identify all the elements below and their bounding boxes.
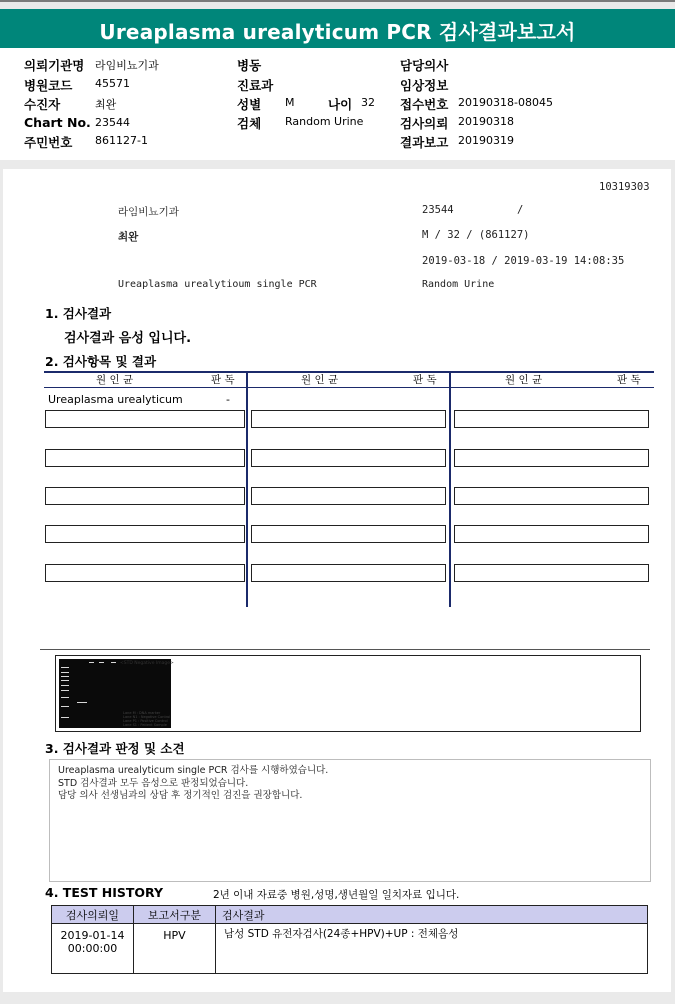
grid-col3-name-header: 원 인 균 <box>505 374 543 386</box>
value-resident-no: 861127-1 <box>95 134 148 147</box>
grid-col3-judge-header: 판 독 <box>617 374 641 386</box>
report-test-name: Ureaplasma urealytioum single PCR <box>118 279 317 290</box>
label-requesting-institution: 의뢰기관명 <box>24 58 85 73</box>
history-header-row <box>52 906 648 924</box>
grid-cell <box>45 525 245 543</box>
grid-cell <box>454 525 649 543</box>
value-hospital-code: 45571 <box>95 77 130 90</box>
grid-cell <box>45 410 245 428</box>
section-1-heading: 1. 검사결과 <box>45 306 112 321</box>
table-row <box>52 924 648 974</box>
report-sex-age: M / 32 / (861127) <box>422 229 530 241</box>
grid-col1-name-header: 원 인 균 <box>96 374 134 386</box>
label-clinical-info: 임상정보 <box>400 78 449 93</box>
value-age: 32 <box>361 96 375 109</box>
label-sex: 성별 <box>237 97 262 112</box>
value-chart-no: 23544 <box>95 116 130 129</box>
grid-cell <box>251 487 446 505</box>
label-department: 진료과 <box>237 78 274 93</box>
remarks-box <box>49 759 651 882</box>
section-3-heading: 3. 검사결과 판정 및 소견 <box>45 741 185 756</box>
grid-top-line <box>44 371 654 373</box>
history-result-cell: 남성 STD 유전자검사(24종+HPV)+UP : 전체음성 <box>216 924 648 974</box>
history-col-date: 검사의뢰일 <box>52 906 134 924</box>
label-resident-no: 주민번호 <box>24 135 73 150</box>
section-2-heading: 2. 검사항목 및 결과 <box>45 354 157 369</box>
report-header <box>0 48 675 160</box>
grid-cell <box>251 449 446 467</box>
report-dates: 2019-03-18 / 2019-03-19 14:08:35 <box>422 255 625 267</box>
document-number: 10319303 <box>599 181 650 193</box>
history-note: 2년 이내 자료중 병원,성명,생년월일 일치자료 입니다. <box>213 889 460 901</box>
grid-cell <box>45 564 245 582</box>
value-patient: 최완 <box>95 98 117 111</box>
remark-line: STD 검사결과 모두 음성으로 판정되었습니다. <box>58 777 249 789</box>
grid-bottom-line <box>40 649 650 650</box>
title-bar <box>0 9 675 48</box>
grid-cell <box>454 564 649 582</box>
report-chart-no: 23544 <box>422 204 454 216</box>
report-patient: 최완 <box>118 231 139 243</box>
remark-line: 담당 의사 선생님과의 상담 후 정기적인 검진을 권장합니다. <box>58 790 303 801</box>
grid-cell <box>45 487 245 505</box>
grid-col1-judge-header: 판 독 <box>211 374 235 386</box>
label-physician: 담당의사 <box>400 58 449 73</box>
section-1-result: 검사결과 음성 입니다. <box>64 331 192 346</box>
label-specimen: 검체 <box>237 116 262 131</box>
grid-header-line <box>44 387 654 388</box>
history-col-type: 보고서구분 <box>134 906 216 924</box>
report-hospital: 라임비뇨기과 <box>118 206 179 218</box>
label-request-date: 검사의뢰 <box>400 116 449 131</box>
report-slash: / <box>517 204 524 216</box>
grid-divider-1 <box>246 371 248 607</box>
label-report-date: 결과보고 <box>400 135 449 150</box>
grid-cell <box>454 410 649 428</box>
value-requesting-institution: 라임비뇨기과 <box>95 59 159 72</box>
grid-cell <box>454 487 649 505</box>
report-title: Ureaplasma urealyticum PCR 검사결과보고서 <box>99 20 576 44</box>
window-top-border <box>0 0 675 2</box>
value-sex: M <box>285 96 295 109</box>
value-receipt-no: 20190318-08045 <box>458 96 553 109</box>
history-type-cell: HPV <box>134 924 216 974</box>
label-receipt-no: 접수번호 <box>400 97 449 112</box>
grid-cell <box>251 564 446 582</box>
grid-item-name: Ureaplasma urealyticum <box>48 393 183 406</box>
gel-legend: Lane M : DNA marker Lane N1 : Negative Control Lane P1 : Positive Control Lane S1 : Patient Sample <box>123 711 171 727</box>
label-ward: 병동 <box>237 58 262 73</box>
report-specimen: Random Urine <box>422 279 495 290</box>
history-date-cell: 2019-01-14 00:00:00 <box>52 924 134 974</box>
history-col-result: 검사결과 <box>216 906 648 924</box>
grid-divider-2 <box>449 371 451 607</box>
grid-cell <box>251 410 446 428</box>
gel-image-box <box>55 655 641 732</box>
grid-cell <box>454 449 649 467</box>
section-4-heading: 4. TEST HISTORY <box>45 885 164 900</box>
label-patient: 수진자 <box>24 97 61 112</box>
label-chart-no: Chart No. <box>24 115 91 130</box>
value-request-date: 20190318 <box>458 115 514 128</box>
label-hospital-code: 병원코드 <box>24 78 73 93</box>
value-report-date: 20190319 <box>458 134 514 147</box>
grid-cell <box>251 525 446 543</box>
label-age: 나이 <box>328 97 353 112</box>
gel-caption: <STD Negative Image> <box>120 661 174 666</box>
grid-item-result: - <box>226 393 230 406</box>
grid-col2-judge-header: 판 독 <box>413 374 437 386</box>
grid-cell <box>45 449 245 467</box>
grid-col2-name-header: 원 인 균 <box>301 374 339 386</box>
value-specimen: Random Urine <box>285 115 364 128</box>
history-table <box>51 905 648 974</box>
remark-line: Ureaplasma urealyticum single PCR 검사를 시행하였습니다. <box>58 765 329 776</box>
